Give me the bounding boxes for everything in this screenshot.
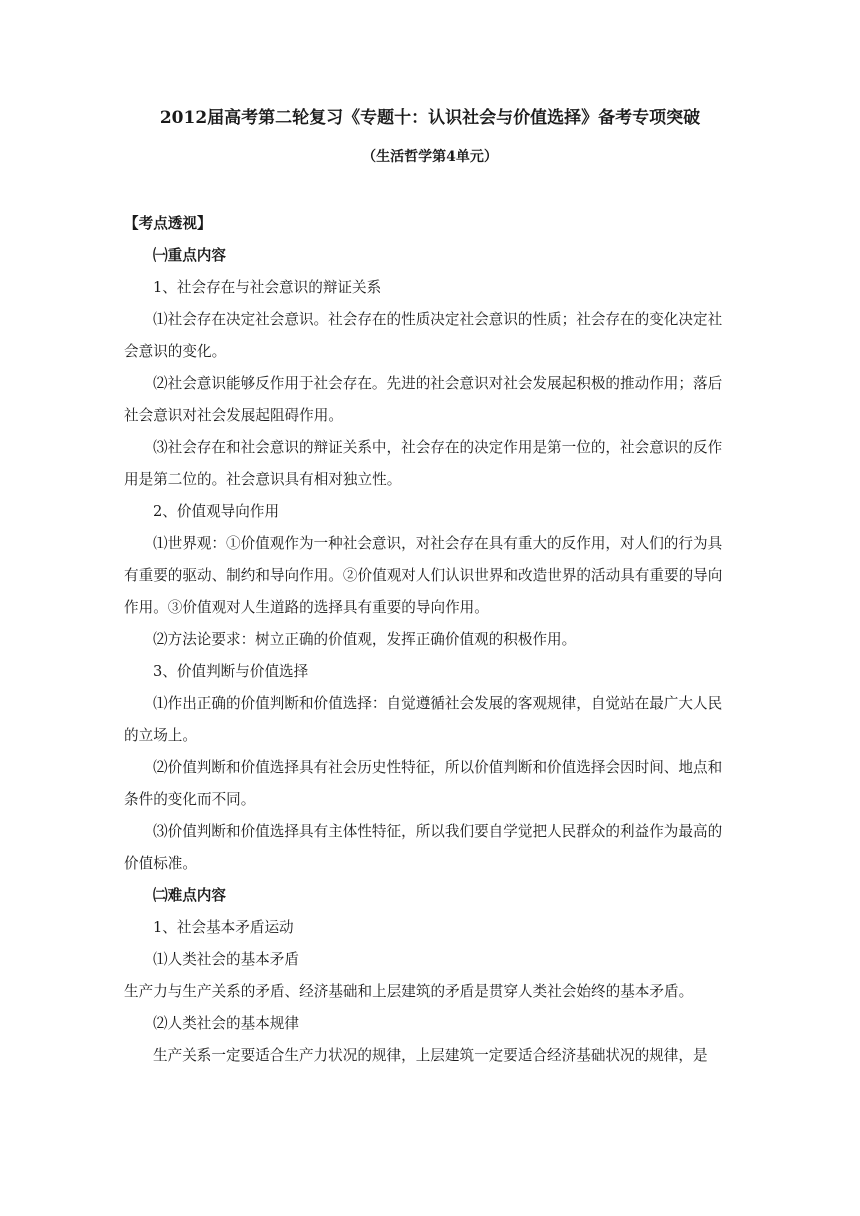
document-subtitle: （生活哲学第4单元） [362, 149, 498, 165]
paragraph: 2、价值观导向作用 [153, 503, 280, 520]
paragraph: ⑵人类社会的基本规律 [153, 1015, 299, 1032]
paragraph: ⑵方法论要求：树立正确的价值观，发挥正确价值观的积极作用。 [153, 631, 577, 648]
paragraph: ⑵价值判断和价值选择具有社会历史性特征，所以价值判断和价值选择会因时间、地点和条件的变化而不同。 [124, 759, 723, 808]
document-body [124, 208, 736, 1072]
paragraph: 生产关系一定要适合生产力状况的规律，上层建筑一定要适合经济基础状况的规律，是 [153, 1047, 708, 1064]
paragraph: ⑴社会存在决定社会意识。社会存在的性质决定社会意识的性质；社会存在的变化决定社会意识的变化。 [124, 311, 723, 360]
paragraph: 生产力与生产关系的矛盾、经济基础和上层建筑的矛盾是贯穿人类社会始终的基本矛盾。 [124, 983, 694, 1000]
paragraph: 3、价值判断与价值选择 [153, 663, 309, 680]
paragraph-heading: ㈠重点内容 [153, 247, 226, 264]
paragraph-heading: ㈡难点内容 [153, 887, 226, 904]
paragraph: ⑶社会存在和社会意识的辩证关系中，社会存在的决定作用是第一位的，社会意识的反作用是第二位的。社会意识具有相对独立性。 [124, 439, 723, 488]
paragraph: ⑶价值判断和价值选择具有主体性特征，所以我们要自学觉把人民群众的利益作为最高的价值标准。 [124, 823, 723, 872]
paragraph: ⑴作出正确的价值判断和价值选择：自觉遵循社会发展的客观规律，自觉站在最广大人民的立场上。 [124, 695, 723, 744]
paragraph: ⑴人类社会的基本矛盾 [153, 951, 299, 968]
section-label: 【考点透视】 [124, 215, 212, 232]
paragraph: ⑵社会意识能够反作用于社会存在。先进的社会意识对社会发展起积极的推动作用；落后社会意识对社会发展起阻碍作用。 [124, 375, 723, 424]
document-title: 2012届高考第二轮复习《专题十：认识社会与价值选择》备考专项突破 [159, 108, 701, 128]
paragraph: 1、社会存在与社会意识的辩证关系 [153, 279, 382, 296]
paragraph: 1、社会基本矛盾运动 [153, 919, 294, 936]
paragraph: ⑴世界观：①价值观作为一种社会意识，对社会存在具有重大的反作用，对人们的行为具有重要的驱动、制约和导向作用。②价值观对人们认识世界和改造世界的活动具有重要的导向作用。③价值观对人生道路的选择具有重要的导向作用。 [124, 535, 723, 616]
